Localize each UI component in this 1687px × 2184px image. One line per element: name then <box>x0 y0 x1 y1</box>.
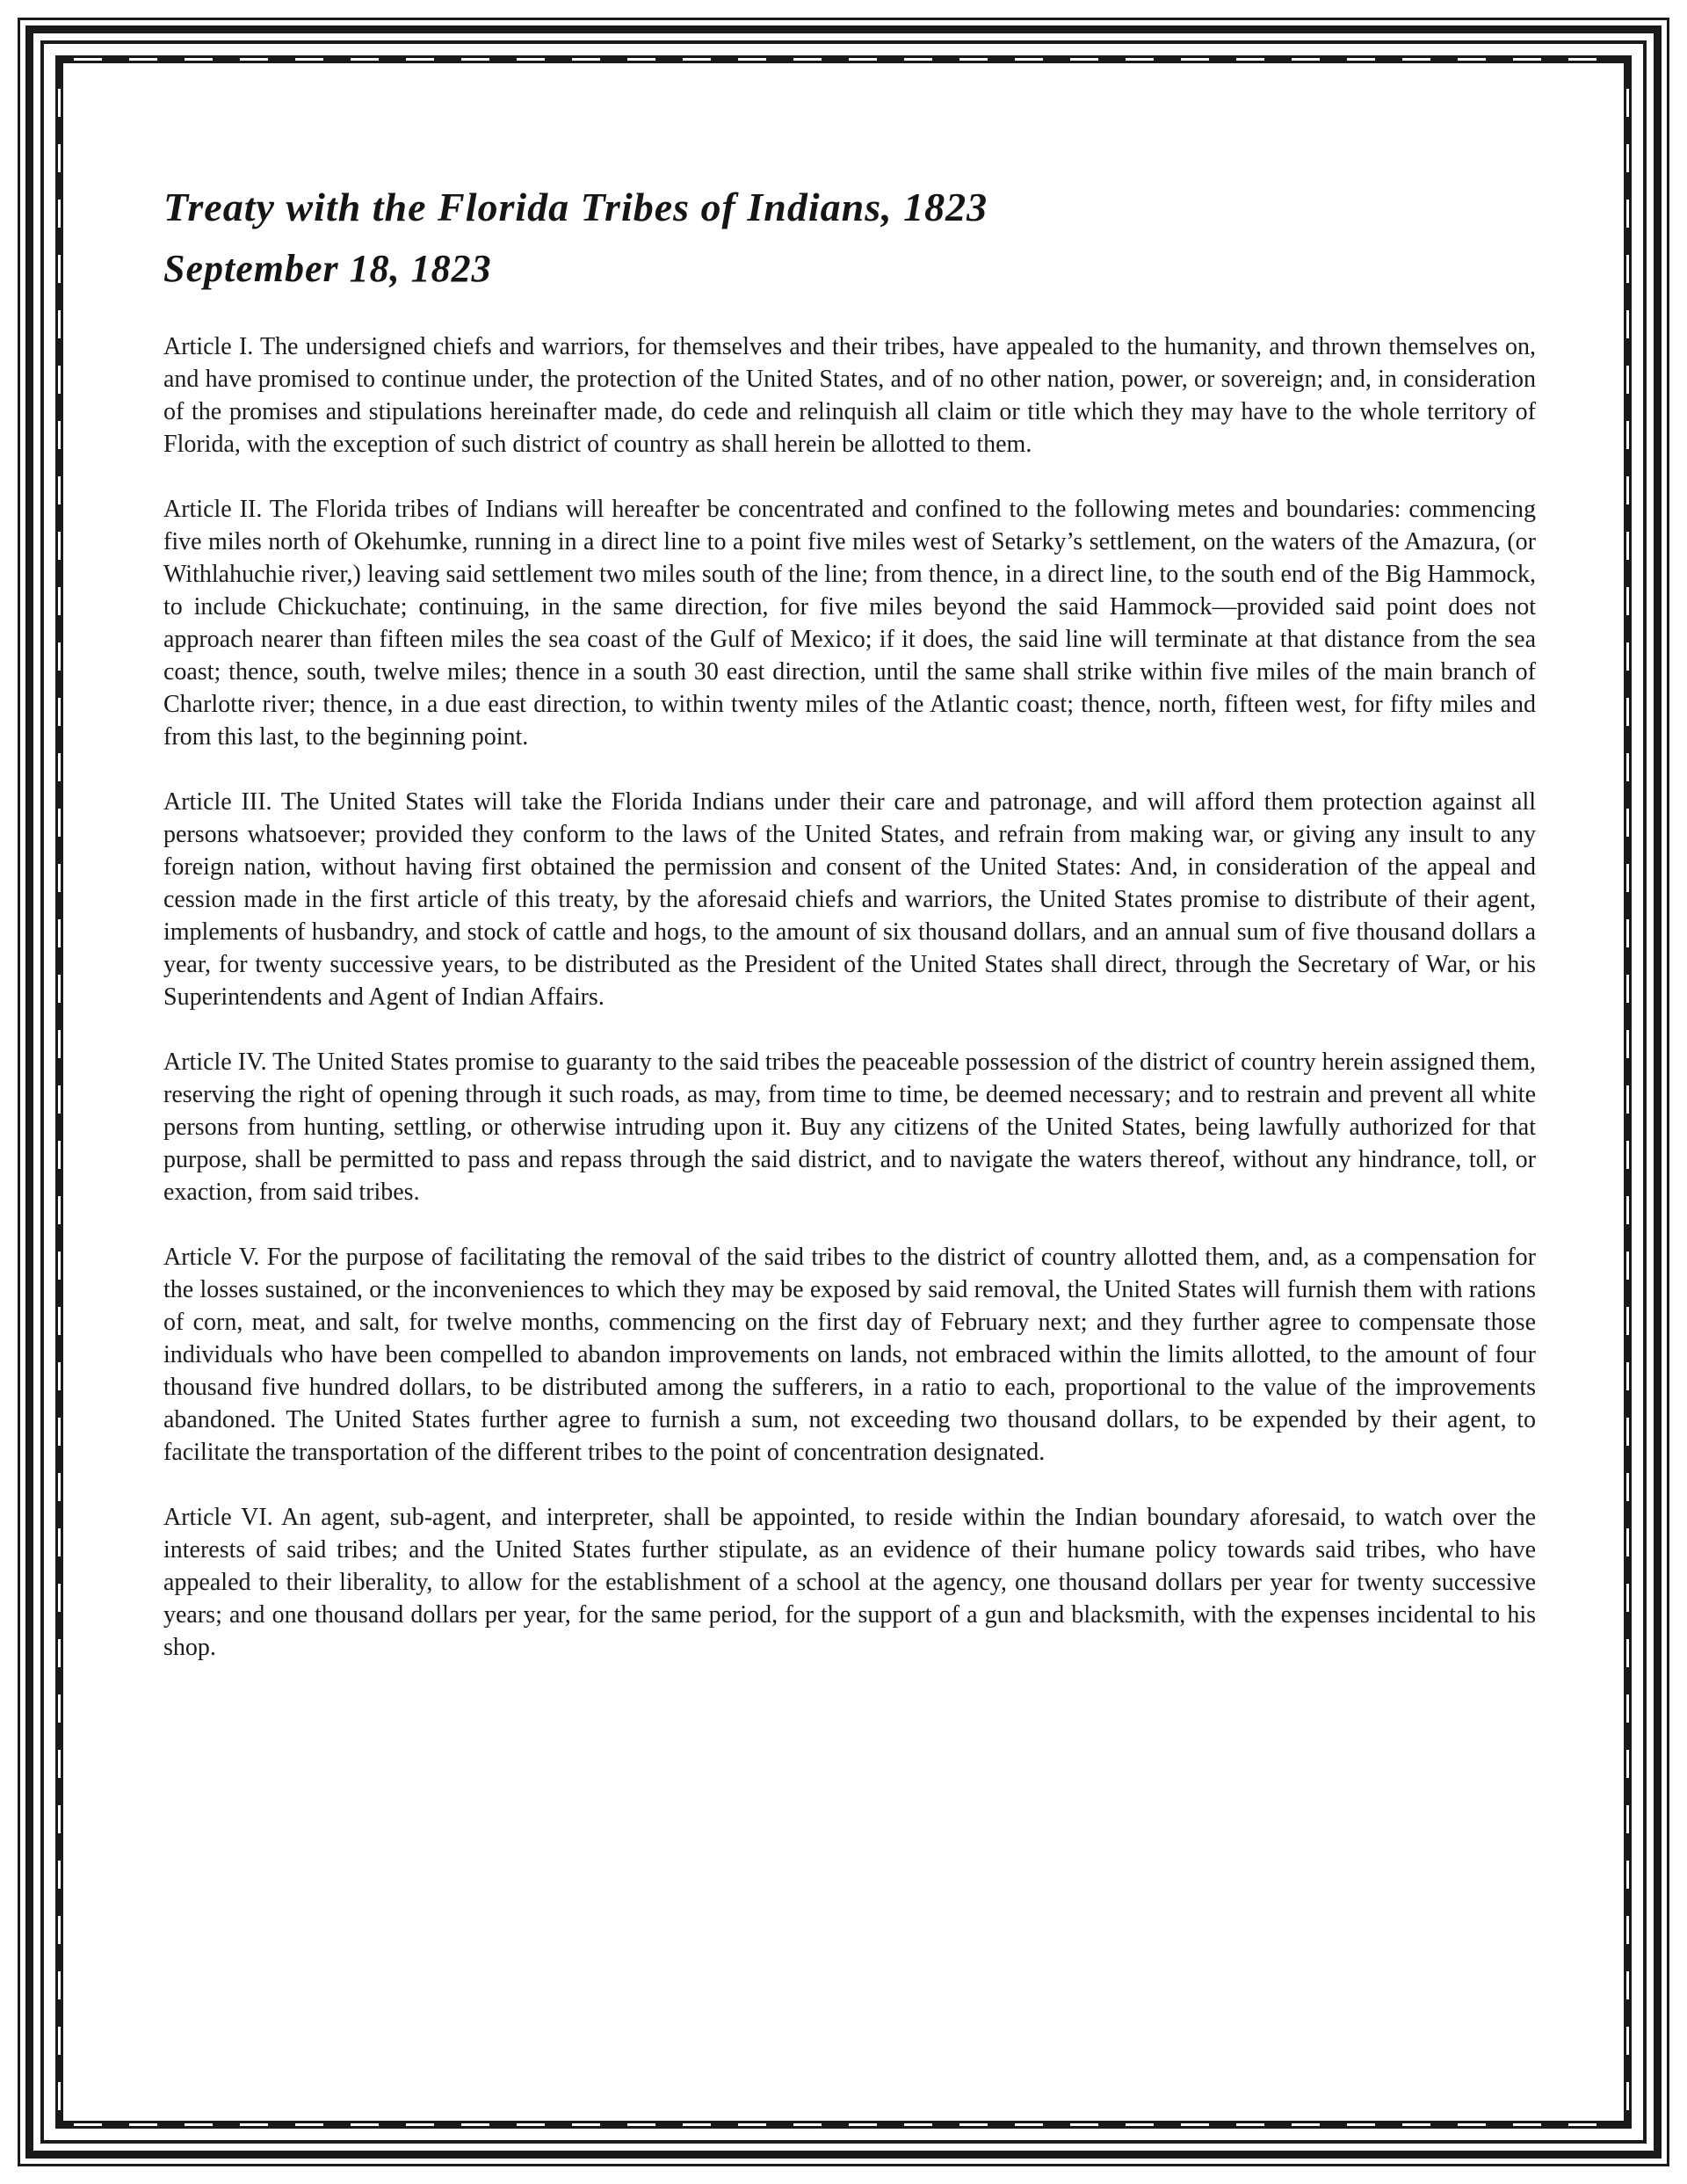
frame-dash-bottom <box>74 2123 1613 2126</box>
document-content <box>163 183 1536 1664</box>
document-title: Treaty with the Florida Tribes of Indians, 1823 <box>163 185 988 229</box>
article-2-paragraph: Article II. The Florida tribes of Indians will hereafter be concentrated and confined to the following metes and boundaries: commencing five miles north of Okehumke, running in a direct line to a point five miles west of Setarky’s settlement, on the waters of the Amazura, (or Withlahuchie river,) leaving said settlement two miles south of the line; from thence, in a direct line, to the south end of the Big Hammock, to include Chickuchate; continuing, in the same direction, for five miles beyond the said Hammock—provided said point does not approach nearer than fifteen miles the sea coast of the Gulf of Mexico; if it does, the said line will terminate at that distance from the sea coast; thence, south, twelve miles; thence in a south 30 east direction, until the same shall strike within five miles of the main branch of Charlotte river; thence, in a due east direction, to within twenty miles of the Atlantic coast; thence, north, fifteen west, for fifty miles and from this last, to the beginning point. <box>163 496 1536 751</box>
article-4-paragraph: Article IV. The United States promise to guaranty to the said tribes the peaceable possession of the district of country herein assigned them, reserving the right of opening through it such roads, as may, from time to time, be deemed necessary; and to restrain and prevent all white persons from hunting, settling, or otherwise intruding upon it. Buy any citizens of the United States, being lawfully authorized for that purpose, shall be permitted to pass and repass through the said district, and to navigate the waters thereof, without any hindrance, toll, or exaction, from said tribes. <box>163 1048 1536 1206</box>
frame-dash-right <box>1626 74 1629 2110</box>
frame-dash-top <box>74 58 1613 61</box>
article-3-paragraph: Article III. The United States will take the Florida Indians under their care and patronage, and will afford them protection against all persons whatsoever; provided they conform to the laws of the United States, and refrain from making war, or giving any insult to any foreign nation, without having first obtained the permission and consent of the United States: And, in consideration of the appeal and cession made in the first article of this treaty, by the aforesaid chiefs and warriors, the United States promise to distribute of their agent, implements of husbandry, and stock of cattle and hogs, to the amount of six thousand dollars, and an annual sum of five thousand dollars a year, for twenty successive years, to be distributed as the President of the United States shall direct, through the Secretary of War, or his Superintendents and Agent of Indian Affairs. <box>163 788 1536 1011</box>
document-date: September 18, 1823 <box>163 247 492 290</box>
treaty-body <box>163 330 1536 1664</box>
article-6-paragraph: Article VI. An agent, sub-agent, and interpreter, shall be appointed, to reside within the Indian boundary aforesaid, to watch over the interests of said tribes; and the United States further stipulate, as an evidence of their humane policy towards said tribes, who have appealed to their liberality, to allow for the establishment of a school at the agency, one thousand dollars per year for twenty successive years; and one thousand dollars per year, for the same period, for the support of a gun and blacksmith, with the expenses incidental to his shop. <box>163 1504 1536 1661</box>
article-5-paragraph: Article V. For the purpose of facilitating the removal of the said tribes to the district of country allotted them, and, as a compensation for the losses sustained, or the inconveniences to which they may be exposed by said removal, the United States will furnish them with rations of corn, meat, and salt, for twelve months, commencing on the first day of February next; and they further agree to compensate those individuals who have been compelled to abandon improvements on lands, not embraced within the limits allotted, to the amount of four thousand five hundred dollars, to be distributed among the sufferers, in a ratio to each, proportional to the value of the improvements abandoned. The United States further agree to furnish a sum, not exceeding two thousand dollars, to be expended by their agent, to facilitate the transportation of the different tribes to the point of concentration designated. <box>163 1244 1536 1466</box>
article-1-paragraph: Article I. The undersigned chiefs and warriors, for themselves and their tribes, have appealed to the humanity, and thrown themselves on, and have promised to continue under, the protection of the United States, and of no other nation, power, or sovereign; and, in consideration of the promises and stipulations hereinafter made, do cede and relinquish all claim or title which they may have to the whole territory of Florida, with the exception of such district of country as shall herein be allotted to them. <box>163 333 1536 458</box>
frame-dash-left <box>58 74 61 2110</box>
